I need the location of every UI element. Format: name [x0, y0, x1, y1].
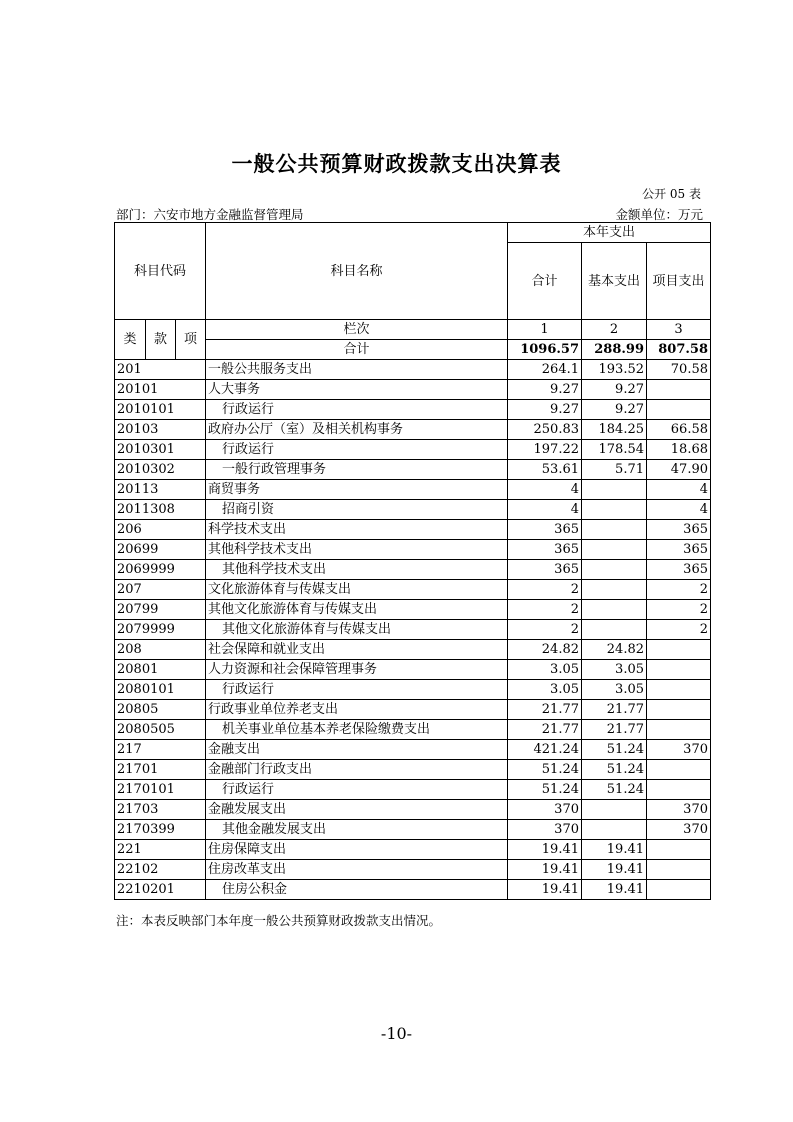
row-name: 行政运行 [206, 780, 508, 800]
row-project [647, 680, 711, 700]
row-name: 金融发展支出 [206, 800, 508, 820]
header-total: 合计 [508, 243, 582, 320]
row-project [647, 660, 711, 680]
row-total: 365 [508, 560, 582, 580]
table-row [115, 820, 711, 840]
table-row [115, 420, 711, 440]
header-subject-name: 科目名称 [206, 223, 508, 320]
row-code: 2170101 [115, 780, 206, 800]
row-project: 2 [647, 620, 711, 640]
row-project [647, 780, 711, 800]
row-project [647, 400, 711, 420]
row-total: 370 [508, 800, 582, 820]
table-row [115, 800, 711, 820]
row-total: 264.1 [508, 360, 582, 380]
row-code: 20113 [115, 480, 206, 500]
row-code: 20699 [115, 540, 206, 560]
expenditure-table [114, 222, 711, 900]
header-kuan: 款 [146, 320, 176, 360]
row-project: 370 [647, 740, 711, 760]
row-code: 20799 [115, 600, 206, 620]
table-row [115, 580, 711, 600]
row-project [647, 700, 711, 720]
row-basic: 51.24 [582, 760, 647, 780]
row-name: 金融部门行政支出 [206, 760, 508, 780]
row-basic: 51.24 [582, 780, 647, 800]
table-row [115, 700, 711, 720]
amount-unit-label: 金额单位：万元 [615, 207, 703, 222]
row-total: 19.41 [508, 880, 582, 900]
row-project: 66.58 [647, 420, 711, 440]
row-code: 201 [115, 360, 206, 380]
row-total: 370 [508, 820, 582, 840]
row-total: 4 [508, 480, 582, 500]
row-basic: 21.77 [582, 700, 647, 720]
row-code: 21703 [115, 800, 206, 820]
row-name: 一般公共服务支出 [206, 360, 508, 380]
row-basic [582, 540, 647, 560]
row-basic: 9.27 [582, 400, 647, 420]
row-total: 19.41 [508, 840, 582, 860]
table-note: 注：本表反映部门本年度一般公共预算财政拨款支出情况。 [116, 913, 442, 928]
row-basic [582, 500, 647, 520]
row-project: 365 [647, 540, 711, 560]
row-code: 2080101 [115, 680, 206, 700]
sum-row-label: 合计 [206, 340, 508, 360]
row-name: 其他科学技术支出 [206, 560, 508, 580]
row-basic [582, 520, 647, 540]
table-row [115, 780, 711, 800]
row-name: 其他金融发展支出 [206, 820, 508, 840]
column-no-2: 2 [582, 320, 647, 340]
table-row [115, 860, 711, 880]
row-name: 住房保障支出 [206, 840, 508, 860]
header-basic-expense: 基本支出 [582, 243, 647, 320]
row-project [647, 860, 711, 880]
row-project [647, 760, 711, 780]
row-code: 207 [115, 580, 206, 600]
row-name: 住房改革支出 [206, 860, 508, 880]
row-project: 2 [647, 580, 711, 600]
row-basic [582, 580, 647, 600]
row-basic [582, 600, 647, 620]
row-basic: 19.41 [582, 880, 647, 900]
table-row [115, 740, 711, 760]
row-project: 370 [647, 820, 711, 840]
header-xiang: 项 [176, 320, 206, 360]
table-row [115, 660, 711, 680]
row-total: 250.83 [508, 420, 582, 440]
row-total: 9.27 [508, 400, 582, 420]
row-code: 2080505 [115, 720, 206, 740]
row-project: 18.68 [647, 440, 711, 460]
row-basic [582, 820, 647, 840]
header-project-expense: 项目支出 [647, 243, 711, 320]
table-row [115, 560, 711, 580]
row-code: 2170399 [115, 820, 206, 840]
row-basic: 21.77 [582, 720, 647, 740]
row-code: 2010302 [115, 460, 206, 480]
table-row [115, 720, 711, 740]
row-name: 一般行政管理事务 [206, 460, 508, 480]
row-name: 其他科学技术支出 [206, 540, 508, 560]
table-row [115, 380, 711, 400]
row-total: 2 [508, 600, 582, 620]
row-basic: 5.71 [582, 460, 647, 480]
header-column-no: 栏次 [206, 320, 508, 340]
row-name: 其他文化旅游体育与传媒支出 [206, 600, 508, 620]
row-code: 217 [115, 740, 206, 760]
row-total: 3.05 [508, 660, 582, 680]
row-total: 51.24 [508, 760, 582, 780]
row-basic: 51.24 [582, 740, 647, 760]
row-name: 文化旅游体育与传媒支出 [206, 580, 508, 600]
row-total: 4 [508, 500, 582, 520]
row-code: 2010301 [115, 440, 206, 460]
row-total: 365 [508, 520, 582, 540]
table-row [115, 600, 711, 620]
row-code: 2011308 [115, 500, 206, 520]
row-basic: 193.52 [582, 360, 647, 380]
row-basic: 19.41 [582, 860, 647, 880]
row-basic [582, 800, 647, 820]
row-project: 370 [647, 800, 711, 820]
row-name: 金融支出 [206, 740, 508, 760]
row-basic: 178.54 [582, 440, 647, 460]
page-title: 一般公共预算财政拨款支出决算表 [231, 152, 562, 176]
table-row [115, 500, 711, 520]
row-basic: 9.27 [582, 380, 647, 400]
header-subject-code: 科目代码 [115, 223, 206, 320]
row-project [647, 380, 711, 400]
row-total: 421.24 [508, 740, 582, 760]
row-name: 行政事业单位养老支出 [206, 700, 508, 720]
row-total: 365 [508, 540, 582, 560]
row-total: 3.05 [508, 680, 582, 700]
row-basic: 3.05 [582, 660, 647, 680]
table-row [115, 360, 711, 380]
row-basic [582, 560, 647, 580]
table-row [115, 760, 711, 780]
sum-total: 1096.57 [508, 340, 582, 360]
table-row [115, 680, 711, 700]
row-total: 19.41 [508, 860, 582, 880]
row-total: 2 [508, 580, 582, 600]
table-row [115, 520, 711, 540]
row-code: 2079999 [115, 620, 206, 640]
table-row [115, 620, 711, 640]
table-row [115, 460, 711, 480]
row-project [647, 720, 711, 740]
row-name: 招商引资 [206, 500, 508, 520]
row-total: 197.22 [508, 440, 582, 460]
row-total: 9.27 [508, 380, 582, 400]
row-project: 365 [647, 520, 711, 540]
row-total: 53.61 [508, 460, 582, 480]
row-code: 2069999 [115, 560, 206, 580]
sum-basic: 288.99 [582, 340, 647, 360]
row-code: 206 [115, 520, 206, 540]
column-no-3: 3 [647, 320, 711, 340]
row-code: 20801 [115, 660, 206, 680]
table-number: 公开 05 表 [642, 187, 701, 201]
row-code: 22102 [115, 860, 206, 880]
row-name: 人力资源和社会保障管理事务 [206, 660, 508, 680]
column-no-1: 1 [508, 320, 582, 340]
row-code: 21701 [115, 760, 206, 780]
table-row [115, 400, 711, 420]
table-row [115, 540, 711, 560]
row-code: 2210201 [115, 880, 206, 900]
row-project: 47.90 [647, 460, 711, 480]
row-name: 行政运行 [206, 400, 508, 420]
department-label: 部门：六安市地方金融监督管理局 [116, 207, 304, 222]
row-project: 4 [647, 480, 711, 500]
row-name: 机关事业单位基本养老保险缴费支出 [206, 720, 508, 740]
row-total: 51.24 [508, 780, 582, 800]
row-code: 2010101 [115, 400, 206, 420]
row-code: 20101 [115, 380, 206, 400]
row-name: 政府办公厅（室）及相关机构事务 [206, 420, 508, 440]
row-project: 2 [647, 600, 711, 620]
table-row [115, 840, 711, 860]
row-code: 20805 [115, 700, 206, 720]
table-row [115, 880, 711, 900]
row-total: 2 [508, 620, 582, 640]
row-code: 208 [115, 640, 206, 660]
page-number: -10- [380, 1024, 413, 1043]
row-name: 行政运行 [206, 680, 508, 700]
row-total: 24.82 [508, 640, 582, 660]
row-basic [582, 620, 647, 640]
row-basic: 3.05 [582, 680, 647, 700]
row-total: 21.77 [508, 720, 582, 740]
row-project: 4 [647, 500, 711, 520]
row-basic: 184.25 [582, 420, 647, 440]
sum-project: 807.58 [647, 340, 711, 360]
row-project [647, 880, 711, 900]
row-name: 社会保障和就业支出 [206, 640, 508, 660]
row-basic: 24.82 [582, 640, 647, 660]
row-total: 21.77 [508, 700, 582, 720]
row-name: 行政运行 [206, 440, 508, 460]
table-row [115, 640, 711, 660]
row-name: 人大事务 [206, 380, 508, 400]
row-code: 221 [115, 840, 206, 860]
table-row [115, 440, 711, 460]
row-basic: 19.41 [582, 840, 647, 860]
row-project: 70.58 [647, 360, 711, 380]
header-year-expense: 本年支出 [508, 223, 711, 243]
row-project: 365 [647, 560, 711, 580]
row-code: 20103 [115, 420, 206, 440]
row-name: 商贸事务 [206, 480, 508, 500]
row-name: 住房公积金 [206, 880, 508, 900]
row-project [647, 640, 711, 660]
row-basic [582, 480, 647, 500]
row-name: 科学技术支出 [206, 520, 508, 540]
table-row [115, 480, 711, 500]
header-class: 类 [115, 320, 146, 360]
row-name: 其他文化旅游体育与传媒支出 [206, 620, 508, 640]
row-project [647, 840, 711, 860]
